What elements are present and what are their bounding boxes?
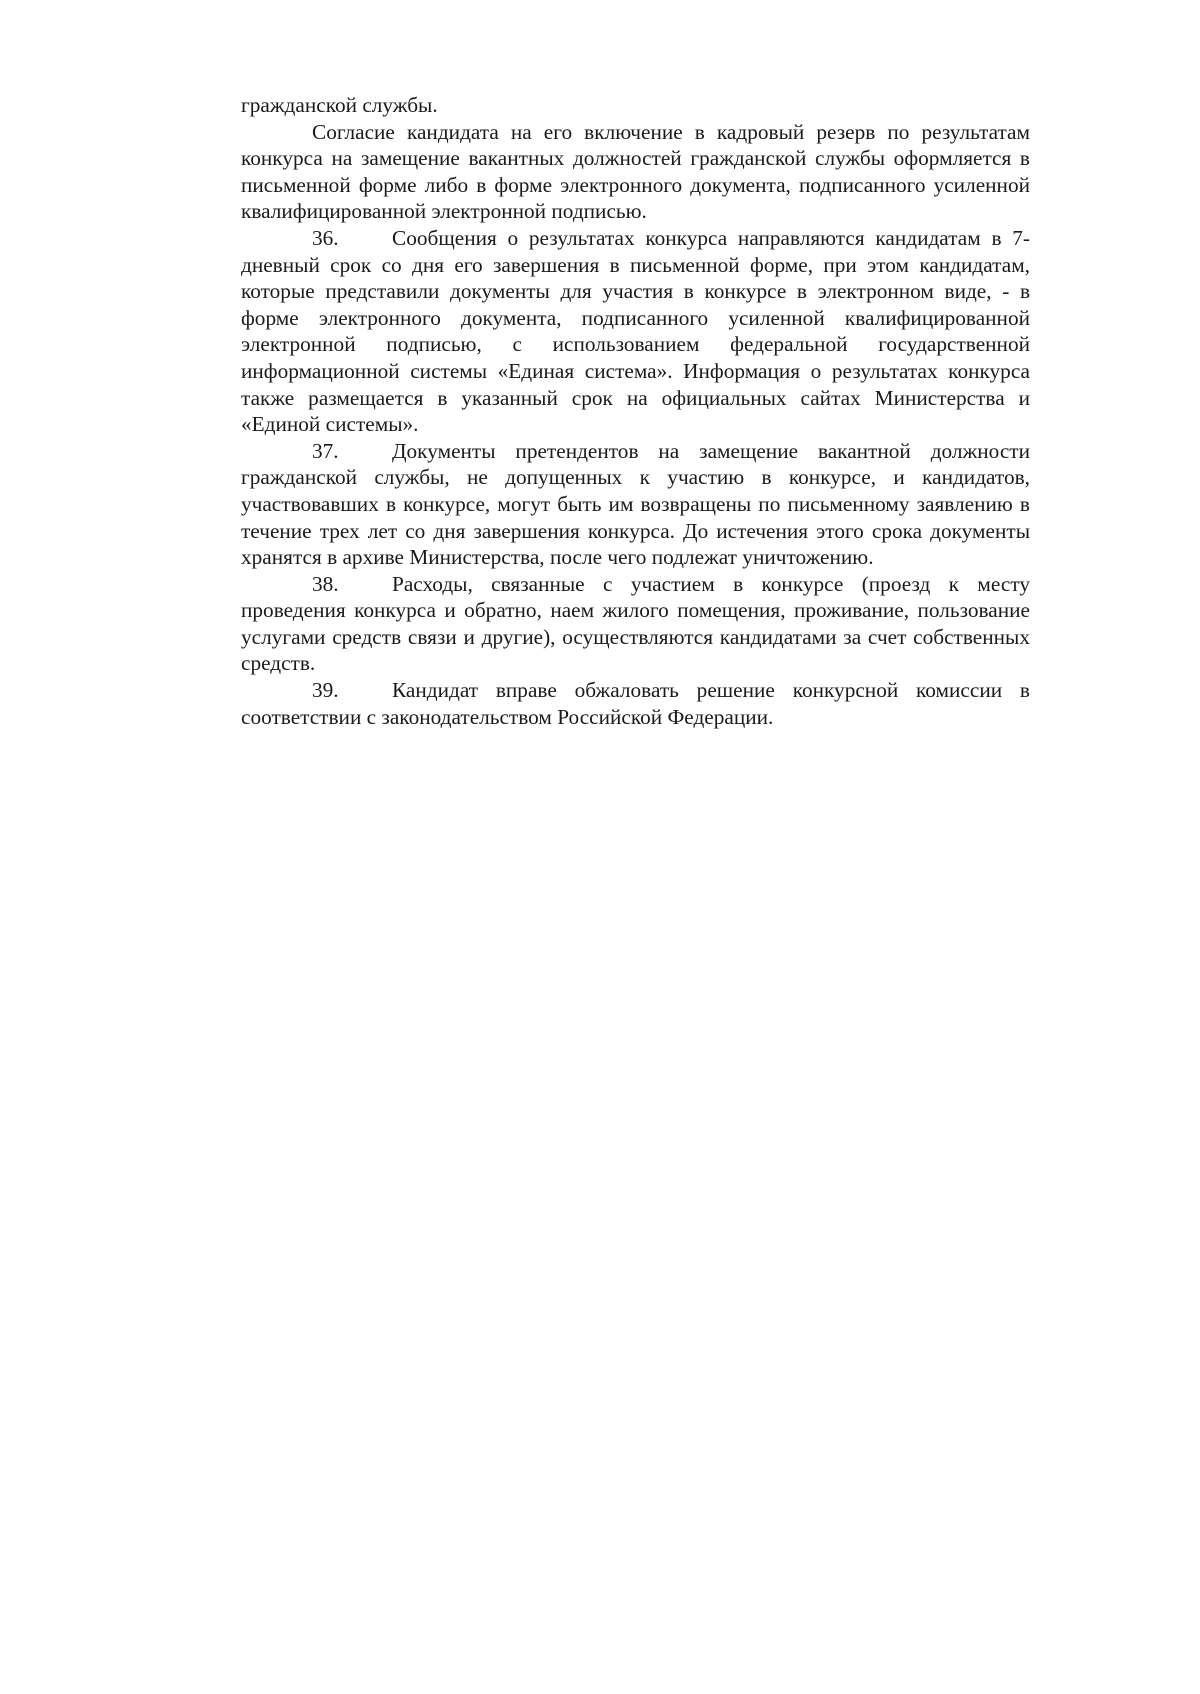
paragraph-38 xyxy=(241,571,1030,677)
paragraph-37 xyxy=(241,438,1030,571)
paragraph-39 xyxy=(241,677,1030,730)
paragraph-text: Кандидат вправе обжаловать решение конкурсной комиссии в соответствии с законодательством Российской Федерации. xyxy=(241,678,1030,729)
document-body xyxy=(241,92,1030,730)
paragraph-continuation xyxy=(241,92,1030,119)
paragraph-text: гражданской службы. xyxy=(241,93,438,117)
paragraph-text: Расходы, связанные с участием в конкурсе (проезд к месту проведения конкурса и обратно, наем жилого помещения, проживание, пользование услугами средств связи и другие), осуществляются кандидатами за счет собственных средств. xyxy=(241,571,1030,676)
paragraph-number: 36. xyxy=(312,225,339,250)
paragraph-text: Документы претендентов на замещение вакантной должности гражданской службы, не допущенных к участию в конкурсе, и кандидатов, участвовавших в конкурсе, могут быть им возвращены по письменному заявлению в течение трех лет со дня завершения конкурса. До истечения этого срока документы хранятся в архиве Министерства, после чего подлежат уничтожению. xyxy=(241,438,1030,570)
paragraph-number: 38. xyxy=(312,571,339,596)
paragraph-number: 37. xyxy=(312,438,339,463)
paragraph-text: Согласие кандидата на его включение в кадровый резерв по результатам конкурса на замещение вакантных должностей гражданской службы оформляется в письменной форме либо в форме электронного документа, подписанного усиленной квалифицированной электронной подписью. xyxy=(241,119,1030,224)
paragraph-consent xyxy=(241,119,1030,225)
paragraph-36 xyxy=(241,225,1030,438)
paragraph-text: Сообщения о результатах конкурса направляются кандидатам в 7-дневный срок со дня его завершения в письменной форме, при этом кандидатам, которые представили документы для участия в конкурсе в электронном виде, - в форме электронного документа, подписанного усиленной квалифицированной электронной подписью, с использованием федеральной государственной информационной системы «Единая система». Информация о результатах конкурса также размещается в указанный срок на официальных сайтах Министерства и «Единой системы». xyxy=(241,225,1030,437)
paragraph-number: 39. xyxy=(312,678,339,703)
